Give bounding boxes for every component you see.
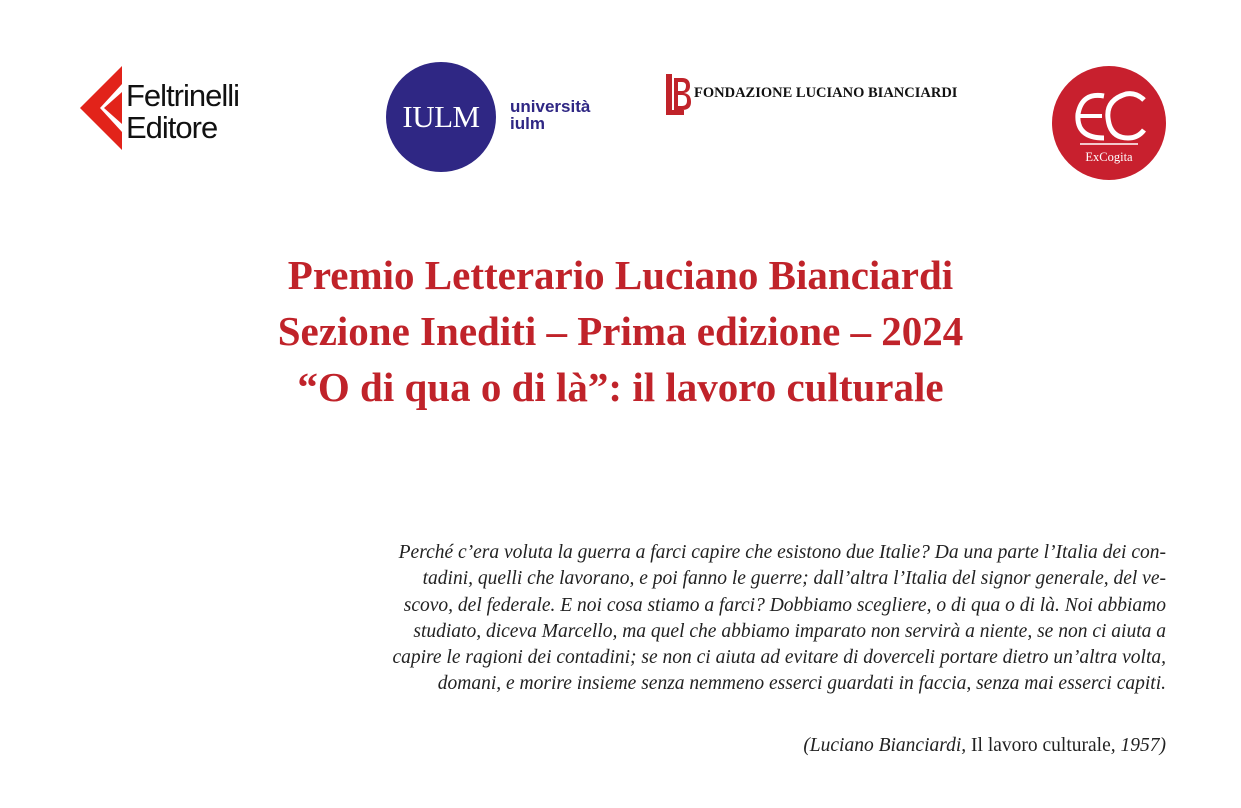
title-line-3: “O di qua o di là”: il lavoro culturale bbox=[297, 364, 944, 410]
excogita-name: ExCogita bbox=[1085, 150, 1133, 164]
iulm-text-line2: iulm bbox=[510, 114, 545, 133]
page-title bbox=[0, 247, 1241, 415]
lb-monogram-icon bbox=[664, 72, 694, 118]
title-line-1: Premio Letterario Luciano Bianciardi bbox=[287, 252, 954, 298]
iulm-logo bbox=[386, 62, 606, 172]
fondazione-name: FONDAZIONE LUCIANO BIANCIARDI bbox=[694, 85, 958, 101]
quote-line: scovo, del federale. E noi cosa stiamo a farci? Dobbiamo scegliere, o di qua o di là. Noi abbiamo bbox=[403, 594, 1166, 616]
feltrinelli-f-icon bbox=[74, 62, 124, 162]
quote-line: tadini, quelli che lavorano, e poi fanno le guerre; dall’altra l’Italia del signor generale, del ve- bbox=[422, 568, 1166, 590]
epigraph-quote bbox=[190, 540, 1166, 698]
quote-line: Perché c’era voluta la guerra a farci capire che esistono due Italie? Da una parte l’Italia dei con- bbox=[398, 542, 1166, 563]
fondazione-logo bbox=[664, 72, 994, 122]
citation-work-title: Il lavoro culturale bbox=[971, 735, 1111, 756]
quote-citation bbox=[600, 735, 1166, 757]
title-line-2: Sezione Inediti – Prima edizione – 2024 bbox=[277, 308, 964, 354]
quote-line: domani, e morire insieme senza nemmeno esserci guardati in faccia, senza mai esserci capiti. bbox=[437, 673, 1166, 695]
citation-author: (Luciano Bianciardi, bbox=[803, 735, 972, 756]
quote-line: studiato, diceva Marcello, ma quel che abbiamo imparato non servirà a niente, se non ci aiuta a bbox=[413, 620, 1166, 642]
feltrinelli-subtitle: Editore bbox=[126, 110, 218, 145]
excogita-logo bbox=[1052, 66, 1166, 180]
feltrinelli-logo bbox=[74, 62, 304, 162]
iulm-circle-badge: IULM bbox=[386, 62, 496, 172]
citation-year: , 1957) bbox=[1110, 735, 1166, 756]
quote-line: capire le ragioni dei contadini; se non ci aiuta ad evitare di doverceli portare dietro un’altra volta, bbox=[392, 647, 1166, 669]
feltrinelli-name: Feltrinelli bbox=[126, 78, 240, 113]
iulm-text-line1: università bbox=[510, 97, 591, 116]
